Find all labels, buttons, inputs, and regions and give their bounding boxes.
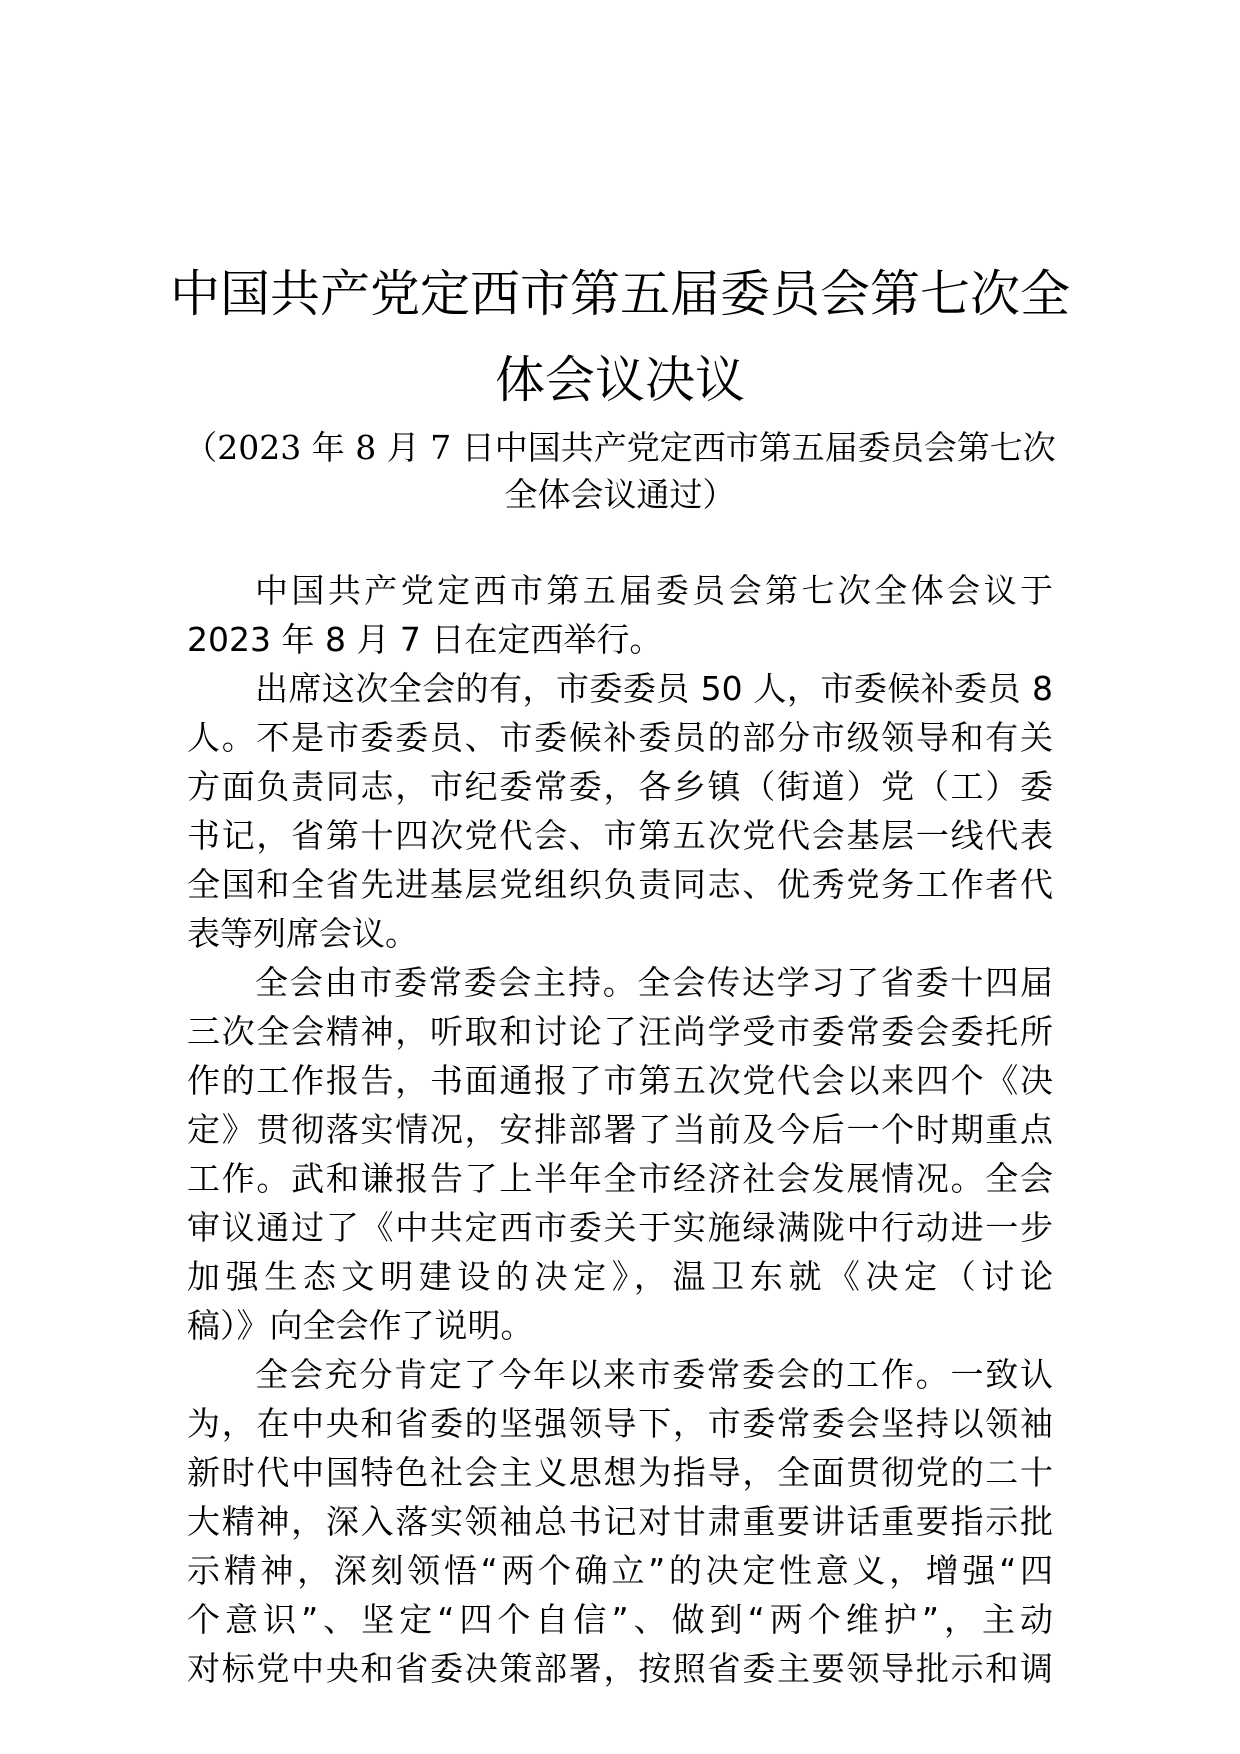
body-line: 新时代中国特色社会主义思想为指导，全面贯彻党的二十 <box>187 1453 1053 1492</box>
body-line: 三次全会精神，听取和讨论了汪尚学受市委常委会委托所 <box>187 1012 1053 1051</box>
body-line: 定》贯彻落实情况，安排部署了当前及今后一个时期重点 <box>187 1110 1053 1149</box>
body-line: 2023 年 8 月 7 日在定西举行。 <box>187 620 663 659</box>
body-line: 表等列席会议。 <box>187 914 418 953</box>
body-line: 个意识”、坚定“四个自信”、做到“两个维护”，主动 <box>187 1600 1053 1639</box>
document-subtitle-line-2: 全体会议通过） <box>504 475 736 514</box>
body-line: 示精神，深刻领悟“两个确立”的决定性意义，增强“四 <box>187 1551 1053 1590</box>
body-line: 加强生态文明建设的决定》，温卫东就《决定（讨论 <box>187 1257 1053 1296</box>
body-line: 全国和全省先进基层党组织负责同志、优秀党务工作者代 <box>187 865 1053 904</box>
body-line: 大精神，深入落实领袖总书记对甘肃重要讲话重要指示批 <box>187 1502 1053 1541</box>
document-body <box>187 566 1053 1693</box>
body-line: 人。不是市委委员、市委候补委员的部分市级领导和有关 <box>187 718 1053 757</box>
body-line: 全会由市委常委会主持。全会传达学习了省委十四届 <box>255 963 1053 1002</box>
body-line: 中国共产党定西市第五届委员会第七次全体会议于 <box>255 571 1053 610</box>
body-line: 全会充分肯定了今年以来市委常委会的工作。一致认 <box>255 1355 1053 1394</box>
body-line: 出席这次全会的有，市委委员 50 人，市委候补委员 8 <box>255 669 1053 708</box>
body-line: 为，在中央和省委的坚强领导下，市委常委会坚持以领袖 <box>187 1404 1053 1443</box>
body-line: 作的工作报告，书面通报了市第五次党代会以来四个《决 <box>187 1061 1053 1100</box>
document-title-line-2: 体会议决议 <box>495 351 745 409</box>
body-line: 书记，省第十四次党代会、市第五次党代会基层一线代表 <box>187 816 1053 855</box>
document-subtitle-line-1: （2023 年 8 月 7 日中国共产党定西市第五届委员会第七次 <box>184 428 1056 467</box>
body-line: 对标党中央和省委决策部署，按照省委主要领导批示和调 <box>187 1649 1053 1688</box>
body-line: 方面负责同志，市纪委常委，各乡镇（街道）党（工）委 <box>187 767 1053 806</box>
body-line: 审议通过了《中共定西市委关于实施绿满陇中行动进一步 <box>187 1208 1053 1247</box>
body-line: 工作。武和谦报告了上半年全市经济社会发展情况。全会 <box>187 1159 1053 1198</box>
document-title-line-1: 中国共产党定西市第五届委员会第七次全 <box>170 265 1070 323</box>
body-line: 稿）》向全会作了说明。 <box>187 1306 534 1345</box>
